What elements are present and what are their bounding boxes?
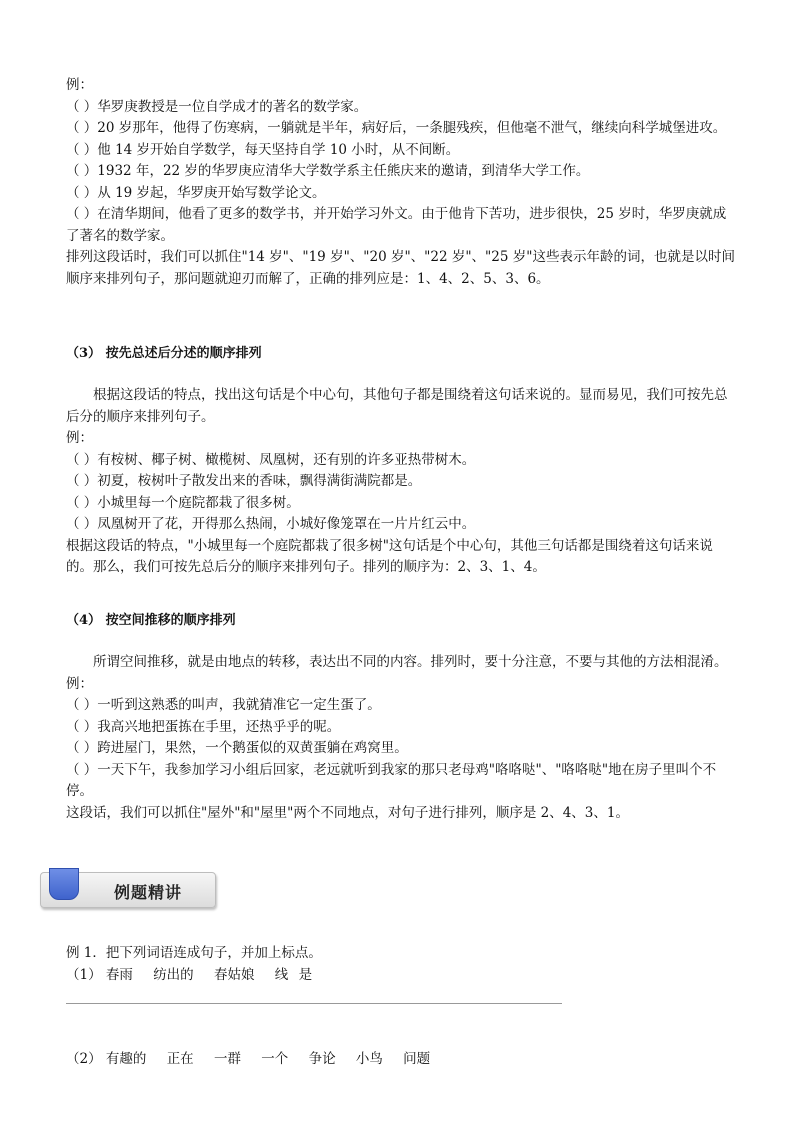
list-item: （ ）我高兴地把蛋拣在手里，还热乎乎的呢。 — [66, 718, 341, 735]
word: 一群 — [213, 1051, 241, 1067]
word: 线 — [274, 966, 289, 983]
question-label: （1） — [66, 966, 102, 983]
list-item: （ ）一听到这熟悉的叫声，我就猜准它一定生蛋了。 — [66, 697, 381, 713]
word: 是 — [298, 966, 313, 983]
question-1 — [66, 965, 738, 987]
section-banner — [40, 868, 216, 908]
exercise-block — [66, 943, 738, 986]
word: 春雨 — [105, 966, 133, 983]
exercise-prompt: 例 1．把下列词语连成句子，并加上标点。 — [66, 945, 322, 961]
list-item: （ ）跨进屋门，果然，一个鹅蛋似的双黄蛋躺在鸡窝里。 — [66, 740, 408, 756]
word: 有趣的 — [105, 1051, 147, 1067]
section-spatial — [66, 610, 738, 632]
blue-cup-icon — [49, 868, 79, 900]
word: 春姑娘 — [213, 966, 255, 983]
question-2-block — [66, 1049, 738, 1071]
question-2 — [66, 1049, 738, 1071]
explanation-paragraph: 排列这段话时，我们可以抓住"14 岁"、"19 岁"、"20 岁"、"22 岁"、"25 岁"这些表示年龄的词，也就是以时间顺序来排列句子，那问题就迎刃而解了，正确的排列应是：1、4、2、5、3、6。 — [66, 249, 735, 287]
word: 一个 — [261, 1051, 289, 1067]
list-item: （ ）凤凰树开了花，开得那么热闹，小城好像笼罩在一片片红云中。 — [66, 516, 476, 532]
example-label: 例： — [66, 675, 93, 692]
word: 小鸟 — [355, 1051, 383, 1067]
general-to-specific-body — [66, 385, 738, 579]
section-heading: （3） 按先总述后分述的顺序排列 — [66, 346, 262, 361]
list-item: （ ）他 14 岁开始自学数学，每天坚持自学 10 小时，从不间断。 — [66, 141, 460, 158]
example-label: 例： — [66, 77, 93, 93]
list-item: （ ）20 岁那年，他得了伤寒病，一躺就是半年，病好后，一条腿残疾，但他毫不泄气，继续向科学城堡进攻。 — [66, 120, 727, 136]
list-item: （ ）1932 年，22 岁的华罗庚应清华大学数学系主任熊庆来的邀请，到清华大学工作。 — [66, 163, 590, 179]
list-item: （ ）从 19 岁起，华罗庚开始写数学论文。 — [66, 184, 326, 201]
intro-paragraph: 根据这段话的特点，找出这句话是个中心句，其他句子都是围绕着这句话来说的。显而易见，我们可按先总后分的顺序来排列句子。 — [66, 387, 728, 425]
section-general-to-specific — [66, 343, 738, 365]
list-item: （ ）一天下午，我参加学习小组后回家，老远就听到我家的那只老母鸡"咯咯哒"、"咯咯哒"地在房子里叫个不停。 — [66, 761, 717, 799]
explanation-paragraph: 这段话，我们可以抓住"屋外"和"屋里"两个不同地点，对句子进行排列，顺序是 2、4、3、1。 — [66, 804, 629, 821]
banner-title: 例题精讲 — [114, 883, 183, 902]
word: 争论 — [308, 1051, 336, 1067]
chronological-example — [66, 75, 738, 290]
list-item: （ ）小城里每一个庭院都栽了很多树。 — [66, 494, 300, 511]
word: 正在 — [166, 1051, 194, 1067]
list-item: （ ）华罗庚教授是一位自学成才的著名的数学家。 — [66, 98, 368, 115]
list-item: （ ）在清华期间，他看了更多的数学书，并开始学习外文。由于他肯下苦功，进步很快，25 岁时，华罗庚就成了著名的数学家。 — [66, 206, 727, 244]
section-heading: （4） 按空间推移的顺序排列 — [66, 613, 236, 628]
list-item: （ ）有桉树、椰子树、橄榄树、凤凰树，还有别的许多亚热带树木。 — [66, 451, 476, 468]
intro-paragraph: 所谓空间推移，就是由地点的转移，表达出不同的内容。排列时，要十分注意，不要与其他的方法相混淆。 — [93, 654, 728, 670]
spatial-body — [66, 652, 738, 824]
explanation-paragraph: 根据这段话的特点，"小城里每一个庭院都栽了很多树"这句话是个中心句，其他三句话都是围绕着这句话来说的。那么，我们可按先总后分的顺序来排列句子。排列的顺序为：2、3、1、4。 — [66, 537, 713, 575]
word: 问题 — [403, 1051, 431, 1067]
question-label: （2） — [66, 1051, 102, 1067]
answer-line — [66, 1003, 562, 1004]
list-item: （ ）初夏，桉树叶子散发出来的香味，飘得满街满院都是。 — [66, 473, 422, 489]
word: 纺出的 — [153, 966, 194, 983]
example-label: 例： — [66, 430, 93, 446]
